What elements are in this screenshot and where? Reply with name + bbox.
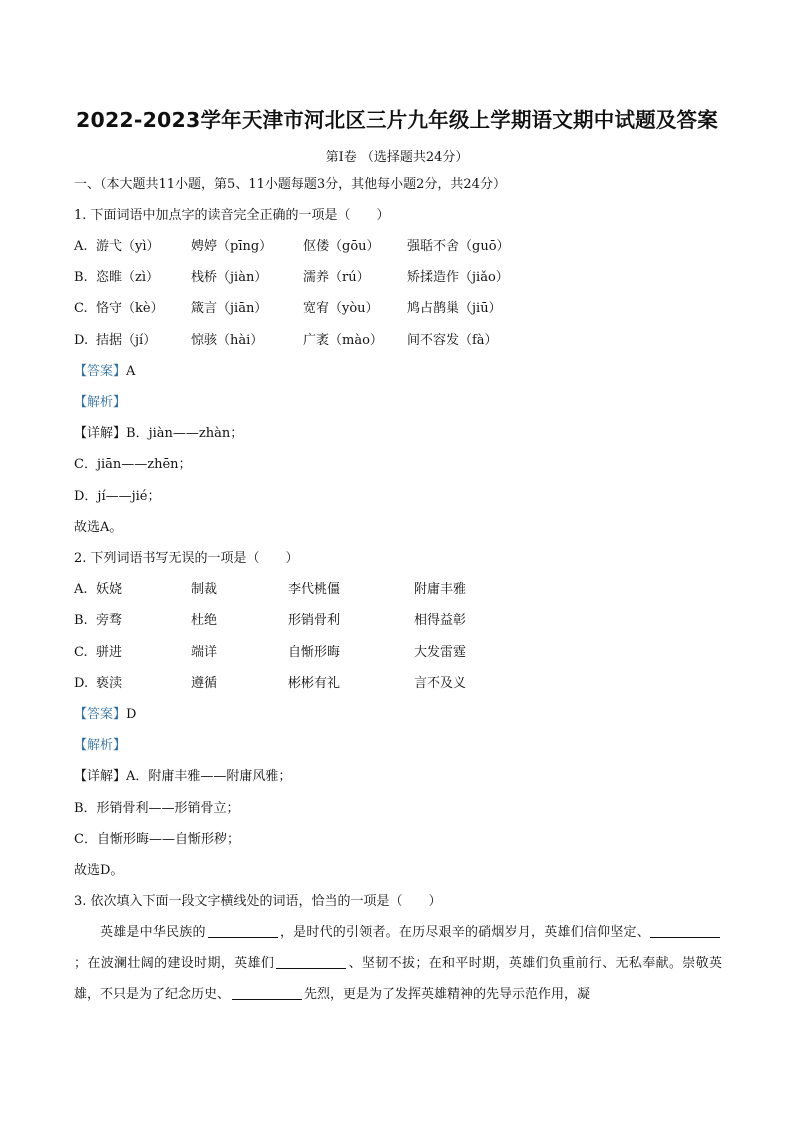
fill-blank (276, 954, 346, 969)
option-item: 杜绝 (191, 613, 218, 628)
option-label: A. (74, 239, 88, 254)
option-item: 鸠占鹊巢（jiū） (407, 301, 502, 316)
option-item: 大发雷霆 (414, 645, 467, 660)
passage-text: 先烈，更是为了发挥英雄精神的先导示范作用，凝 (304, 987, 591, 1002)
answer-tag: 【答案】 (74, 364, 127, 379)
answer-value: A (126, 364, 136, 379)
option-item: 相得益彰 (414, 613, 467, 628)
option-label: C. (74, 301, 88, 316)
passage-text: ，是时代的引领者。在历尽艰辛的硝烟岁月，英雄们信仰坚定、 (279, 925, 650, 940)
passage-text: 、坚韧不拔；在和平时期，英雄们负重前行、无私奉献。崇敬英雄，不只是为了纪念历史、 (74, 956, 722, 1002)
question-2-stem: 2. 下列词语书写无误的一项是（ ） (74, 551, 299, 566)
detail-tag: 【详解】 (74, 769, 127, 784)
option-item: 矫揉造作（jiǎo） (407, 270, 509, 285)
option-item: 伛偻（gōu） (303, 239, 380, 254)
detail-line: C．自惭形晦——自惭形秽； (74, 832, 240, 847)
option-item: 拮据（jí） (96, 333, 157, 348)
option-label: D. (74, 333, 89, 348)
question-3-stem: 3. 依次填入下面一段文字横线处的词语，恰当的一项是（ ） (74, 894, 442, 909)
option-label: A. (74, 582, 88, 597)
question-3-passage (74, 917, 722, 1010)
question-1-stem: 1. 下面词语中加点字的读音完全正确的一项是（ ） (74, 208, 390, 223)
passage-text: 英雄是中华民族的 (100, 925, 206, 940)
detail-line: D．jí——jié； (74, 489, 161, 504)
section-subtitle: 第Ⅰ卷 （选择题共24分） (325, 150, 469, 165)
question-2-detail (74, 768, 291, 786)
passage-text: ；在波澜壮阔的建设时期，英雄们 (74, 956, 275, 971)
option-item: 恣睢（zì） (96, 270, 160, 285)
answer-tag: 【答案】 (74, 707, 127, 722)
option-item: 宽宥（yòu） (303, 301, 379, 316)
option-item: 濡养（rú） (303, 270, 370, 285)
option-item: 强聒不舍（guō） (407, 239, 510, 254)
option-item: 彬彬有礼 (288, 676, 341, 691)
option-item: 附庸丰雅 (414, 582, 467, 597)
option-item: 间不容发（fà） (407, 333, 498, 348)
option-label: B. (74, 270, 88, 285)
detail-line: C．jiān——zhēn； (74, 457, 192, 472)
detail-conclusion: 故选D。 (74, 863, 124, 878)
detail-line: A．附庸丰雅——附庸风雅； (126, 769, 292, 784)
option-item: 遵循 (191, 676, 218, 691)
option-label: B. (74, 613, 88, 628)
option-item: 箴言（jiān） (191, 301, 268, 316)
option-label: C. (74, 645, 88, 660)
question-1-answer (74, 363, 135, 381)
option-item: 形销骨利 (288, 613, 341, 628)
option-item: 惊骇（hài） (191, 333, 264, 348)
option-item: 游弋（yì） (96, 239, 160, 254)
option-item: 栈桥（jiàn） (191, 270, 268, 285)
option-label: D. (74, 676, 89, 691)
option-item: 制裁 (191, 582, 218, 597)
analysis-tag: 【解析】 (74, 395, 127, 410)
option-item: 自惭形晦 (288, 645, 341, 660)
fill-blank (208, 923, 278, 938)
option-item: 恪守（kè） (96, 301, 164, 316)
option-item: 言不及义 (414, 676, 467, 691)
fill-blank (650, 923, 720, 938)
option-item: 李代桃僵 (288, 582, 341, 597)
answer-value: D (126, 707, 137, 722)
option-item: 骈进 (96, 645, 123, 660)
page-title: 2022-2023学年天津市河北区三片九年级上学期语文期中试题及答案 (76, 108, 718, 132)
option-item: 端详 (191, 645, 218, 660)
detail-line: B．jiàn——zhàn； (126, 426, 244, 441)
analysis-tag: 【解析】 (74, 738, 127, 753)
question-2-analysis (74, 737, 126, 755)
detail-tag: 【详解】 (74, 426, 127, 441)
option-item: 旁骛 (96, 613, 123, 628)
section-intro: 一、（本大题共11小题，第5、11小题每题3分，其他每小题2分，共24分） (74, 177, 506, 192)
detail-conclusion: 故选A。 (74, 520, 123, 535)
question-2-answer (74, 706, 136, 724)
fill-blank (232, 985, 302, 1000)
detail-line: B．形销骨利——形销骨立； (74, 801, 240, 816)
option-item: 娉婷（pīng） (191, 239, 273, 254)
option-item: 亵渎 (96, 676, 123, 691)
option-item: 广袤（mào） (303, 333, 383, 348)
question-1-analysis (74, 394, 126, 412)
question-1-detail (74, 425, 243, 443)
option-item: 妖娆 (96, 582, 123, 597)
